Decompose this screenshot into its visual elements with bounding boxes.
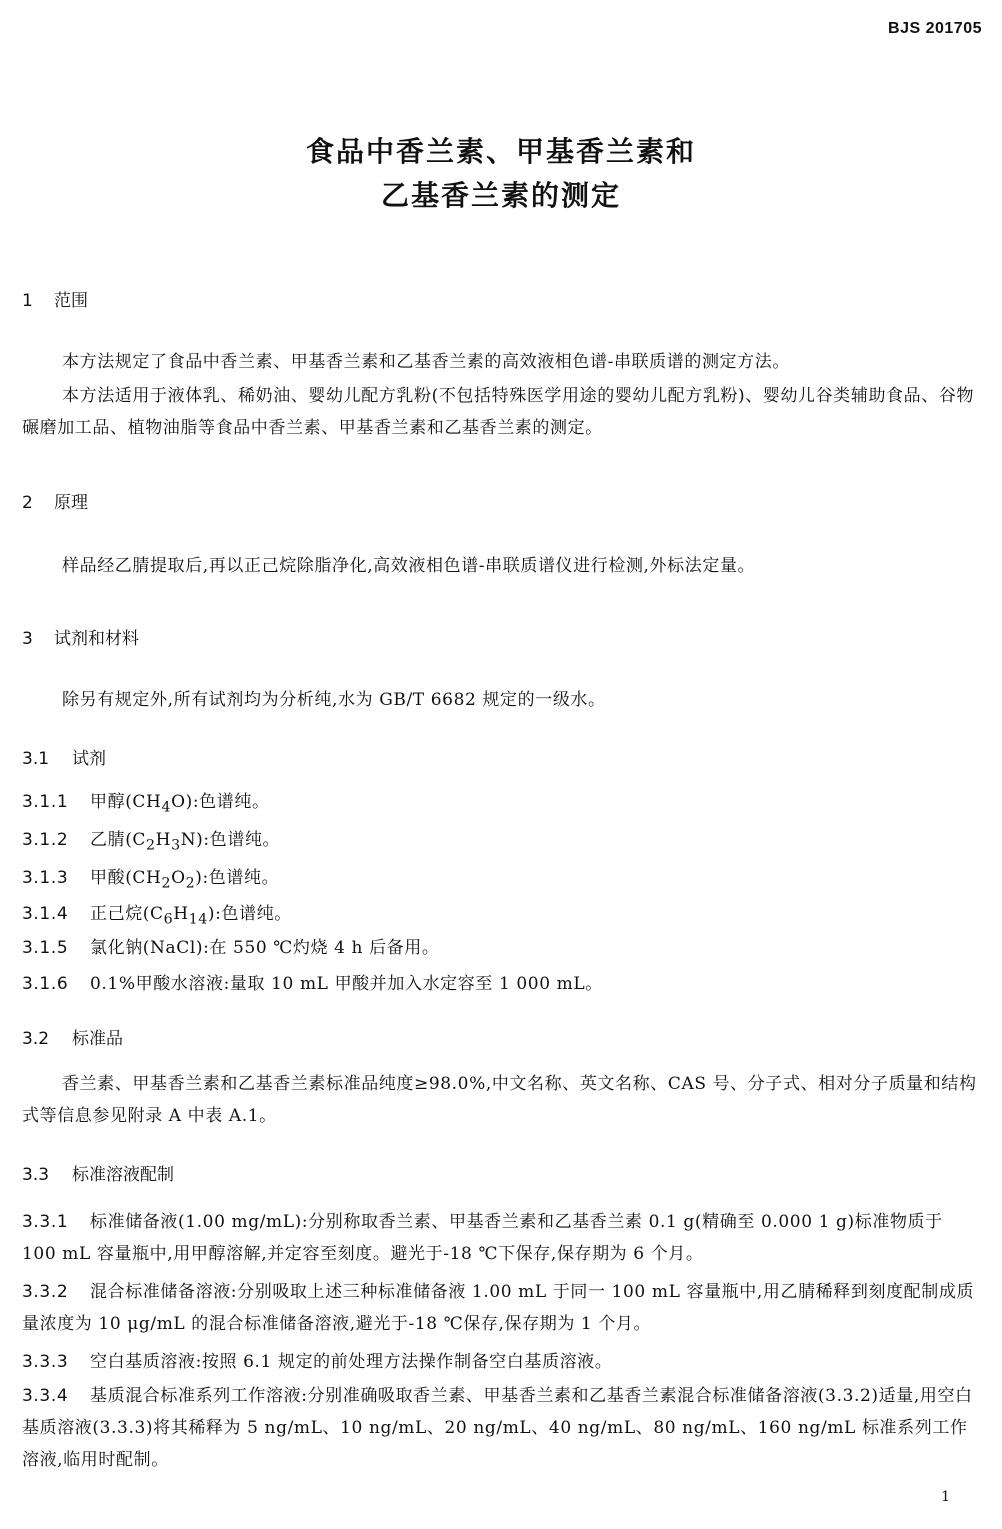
reagent-item	[22, 824, 980, 861]
section-3-3-heading	[22, 1160, 174, 1185]
section-1-paragraph-1: 本方法规定了食品中香兰素、甲基香兰素和乙基香兰素的高效液相色谱-串联质谱的测定方法。	[62, 352, 790, 372]
subscript: 3	[171, 837, 181, 854]
section-title: 标准品	[72, 1029, 123, 1049]
section-number: 2	[22, 493, 33, 513]
subscript: 2	[146, 837, 156, 854]
reagent-item	[22, 862, 980, 899]
section-number: 3.2	[22, 1029, 50, 1049]
item-text: ):色谱纯。	[207, 904, 292, 924]
reagent-item	[22, 968, 980, 1000]
section-1-heading	[22, 286, 88, 311]
item-number: 3.3.2	[22, 1282, 69, 1302]
item-number: 3.3.1	[22, 1212, 69, 1232]
section-title: 标准溶液配制	[72, 1165, 174, 1185]
section-3-paragraph-1: 除另有规定外,所有试剂均为分析纯,水为 GB/T 6682 规定的一级水。	[62, 690, 606, 710]
solution-item	[22, 1346, 980, 1378]
item-number: 3.1.5	[22, 938, 69, 958]
section-3-heading	[22, 624, 139, 649]
section-number: 3	[22, 629, 33, 649]
item-text: H	[173, 904, 189, 924]
section-title: 原理	[54, 493, 88, 513]
item-number: 3.1.4	[22, 904, 69, 924]
item-text: 氯化钠(NaCl):在 550 ℃灼烧 4 h 后备用。	[90, 938, 440, 958]
document-title-line-1: 食品中香兰素、甲基香兰素和	[305, 135, 696, 168]
reagent-item	[22, 932, 980, 964]
section-3-1-heading	[22, 744, 106, 769]
item-text: 乙腈(C	[90, 830, 147, 850]
document-code: BJS 201705	[888, 20, 982, 37]
item-text: H	[155, 830, 172, 850]
item-number: 3.1.1	[22, 792, 69, 812]
item-number: 3.3.3	[22, 1352, 69, 1372]
item-number: 3.1.6	[22, 974, 69, 994]
item-number: 3.1.3	[22, 868, 69, 888]
section-title: 范围	[54, 291, 88, 311]
item-number: 3.3.4	[22, 1386, 69, 1406]
item-text: 混合标准储备溶液:分别吸取上述三种标准储备液 1.00 mL 于同一 100 mL 容量瓶中,用乙腈稀释到刻度配制成质量浓度为 10 μg/mL 的混合标准储备溶液,避光于-18 ℃保存,保存期为 1 个月。	[22, 1282, 975, 1334]
item-text: 甲醇(CH	[90, 792, 162, 812]
subscript: 4	[161, 799, 172, 816]
item-text: ):色谱纯。	[195, 868, 280, 888]
reagent-item	[22, 786, 980, 823]
subscript: 2	[185, 875, 196, 892]
section-1-paragraph-2: 本方法适用于液体乳、稀奶油、婴幼儿配方乳粉(不包括特殊医学用途的婴幼儿配方乳粉)、婴幼儿谷类辅助食品、谷物碾磨加工品、植物油脂等食品中香兰素、甲基香兰素和乙基香兰素的测定。	[22, 386, 975, 438]
item-text: :色谱纯。	[192, 792, 270, 812]
subscript: 14	[188, 911, 208, 928]
solution-item	[22, 1206, 980, 1270]
solution-item	[22, 1380, 980, 1476]
item-text: 标准储备液(1.00 mg/mL):分别称取香兰素、甲基香兰素和乙基香兰素 0.1 g(精确至 0.000 1 g)标准物质于 100 mL 容量瓶中,用甲醇溶解,并定容至刻度。避光于-18 ℃下保存,保存期为 6 个月。	[22, 1212, 943, 1264]
item-text: 基质混合标准系列工作溶液:分别准确吸取香兰素、甲基香兰素和乙基香兰素混合标准储备溶液(3.3.2)适量,用空白基质溶液(3.3.3)将其稀释为 5 ng/mL、10 ng/mL、20 ng/mL、40 ng/mL、80 ng/mL、160 ng/mL 标准系列工作溶液,临用时配制。	[22, 1386, 973, 1470]
page-number: 1	[941, 1489, 950, 1505]
item-text: O	[171, 868, 186, 888]
item-text: 甲酸(CH	[90, 868, 162, 888]
section-number: 3.1	[22, 749, 50, 769]
item-text: 正己烷(C	[90, 904, 164, 924]
item-text: 0.1%甲酸水溶液:量取 10 mL 甲酸并加入水定容至 1 000 mL。	[90, 974, 603, 994]
item-text: 空白基质溶液:按照 6.1 规定的前处理方法操作制备空白基质溶液。	[90, 1352, 613, 1372]
section-3-2-heading	[22, 1024, 123, 1049]
section-title: 试剂和材料	[54, 629, 139, 649]
section-title: 试剂	[72, 749, 106, 769]
section-2-paragraph-1: 样品经乙腈提取后,再以正己烷除脂净化,高效液相色谱-串联质谱仪进行检测,外标法定量。	[62, 556, 756, 576]
subscript: 6	[163, 911, 174, 928]
solution-item	[22, 1276, 980, 1340]
item-text: N):色谱纯。	[180, 830, 281, 850]
reagent-item	[22, 898, 980, 935]
item-text: O)	[171, 792, 193, 812]
section-3-2-paragraph-1: 香兰素、甲基香兰素和乙基香兰素标准品纯度≥98.0%,中文名称、英文名称、CAS 号、分子式、相对分子质量和结构式等信息参见附录 A 中表 A.1。	[22, 1074, 977, 1126]
subscript: 2	[161, 875, 172, 892]
item-number: 3.1.2	[22, 830, 69, 850]
section-number: 1	[22, 291, 33, 311]
document-title-line-2: 乙基香兰素的测定	[380, 179, 621, 212]
section-2-heading	[22, 488, 88, 513]
section-number: 3.3	[22, 1165, 50, 1185]
